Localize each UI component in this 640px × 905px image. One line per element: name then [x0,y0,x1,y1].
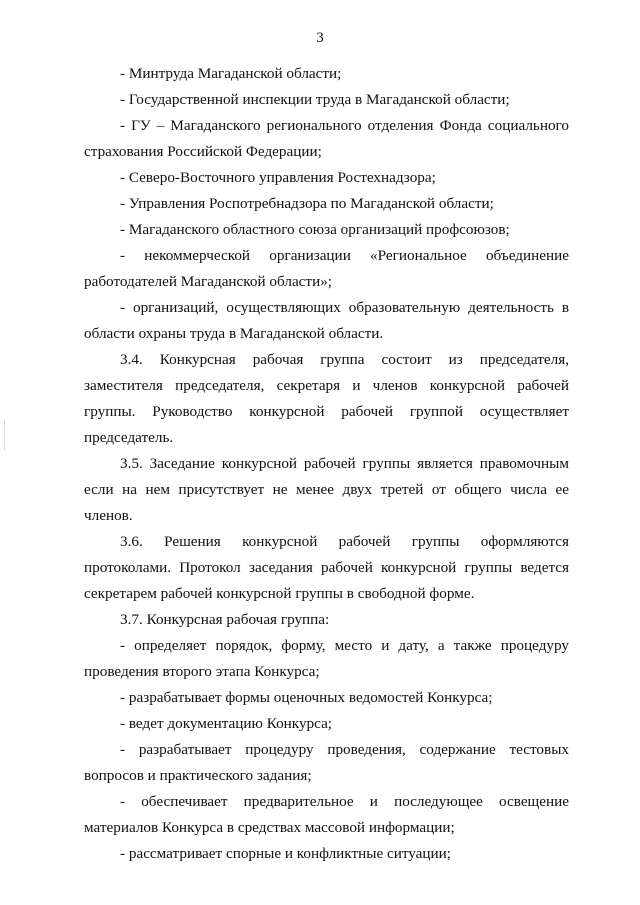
paragraph-3-5: 3.5. Заседание конкурсной рабочей группы является правомочным если на нем присутствует не менее двух третей от общего числа ее членов. [84,455,569,524]
list-item: - Северо-Восточного управления Ростехнадзора; [120,169,436,186]
paragraph-3-7: 3.7. Конкурсная рабочая группа: [120,611,330,628]
list-item: - ГУ – Магаданского регионального отделения Фонда социального страхования Российской Федерации; [84,117,569,160]
list-item: - рассматривает спорные и конфликтные ситуации; [120,845,452,862]
list-item: - обеспечивает предварительное и последующее освещение материалов Конкурса в средствах массовой информации; [84,793,569,836]
paragraph-3-4: 3.4. Конкурсная рабочая группа состоит из председателя, заместителя председателя, секретаря и членов конкурсной рабочей группы. Руководство конкурсной рабочей группой осуществляет председатель. [84,351,569,446]
page-number: 3 [316,30,324,46]
list-item: - разрабатывает процедуру проведения, содержание тестовых вопросов и практического задания; [84,741,569,784]
list-item: - ведет документацию Конкурса; [120,715,333,732]
list-item: - некоммерческой организации «Региональное объединение работодателей Магаданской области»; [84,247,569,290]
paragraph-3-6: 3.6. Решения конкурсной рабочей группы оформляются протоколами. Протокол заседания рабочей конкурсной группы ведется секретарем рабочей конкурсной группы в свободной форме. [84,533,569,602]
list-item: - разрабатывает формы оценочных ведомостей Конкурса; [120,689,493,706]
list-item: - Магаданского областного союза организаций профсоюзов; [120,221,510,238]
document-body [84,61,569,867]
list-item: - Управления Роспотребнадзора по Магаданской области; [120,195,494,212]
scan-margin-mark [4,420,5,450]
list-item: - Государственной инспекции труда в Магаданской области; [120,91,510,108]
list-item: - организаций, осуществляющих образовательную деятельность в области охраны труда в Магаданской области. [84,299,569,342]
list-item: - Минтруда Магаданской области; [120,65,342,82]
list-item: - определяет порядок, форму, место и дату, а также процедуру проведения второго этапа Конкурса; [84,637,569,680]
